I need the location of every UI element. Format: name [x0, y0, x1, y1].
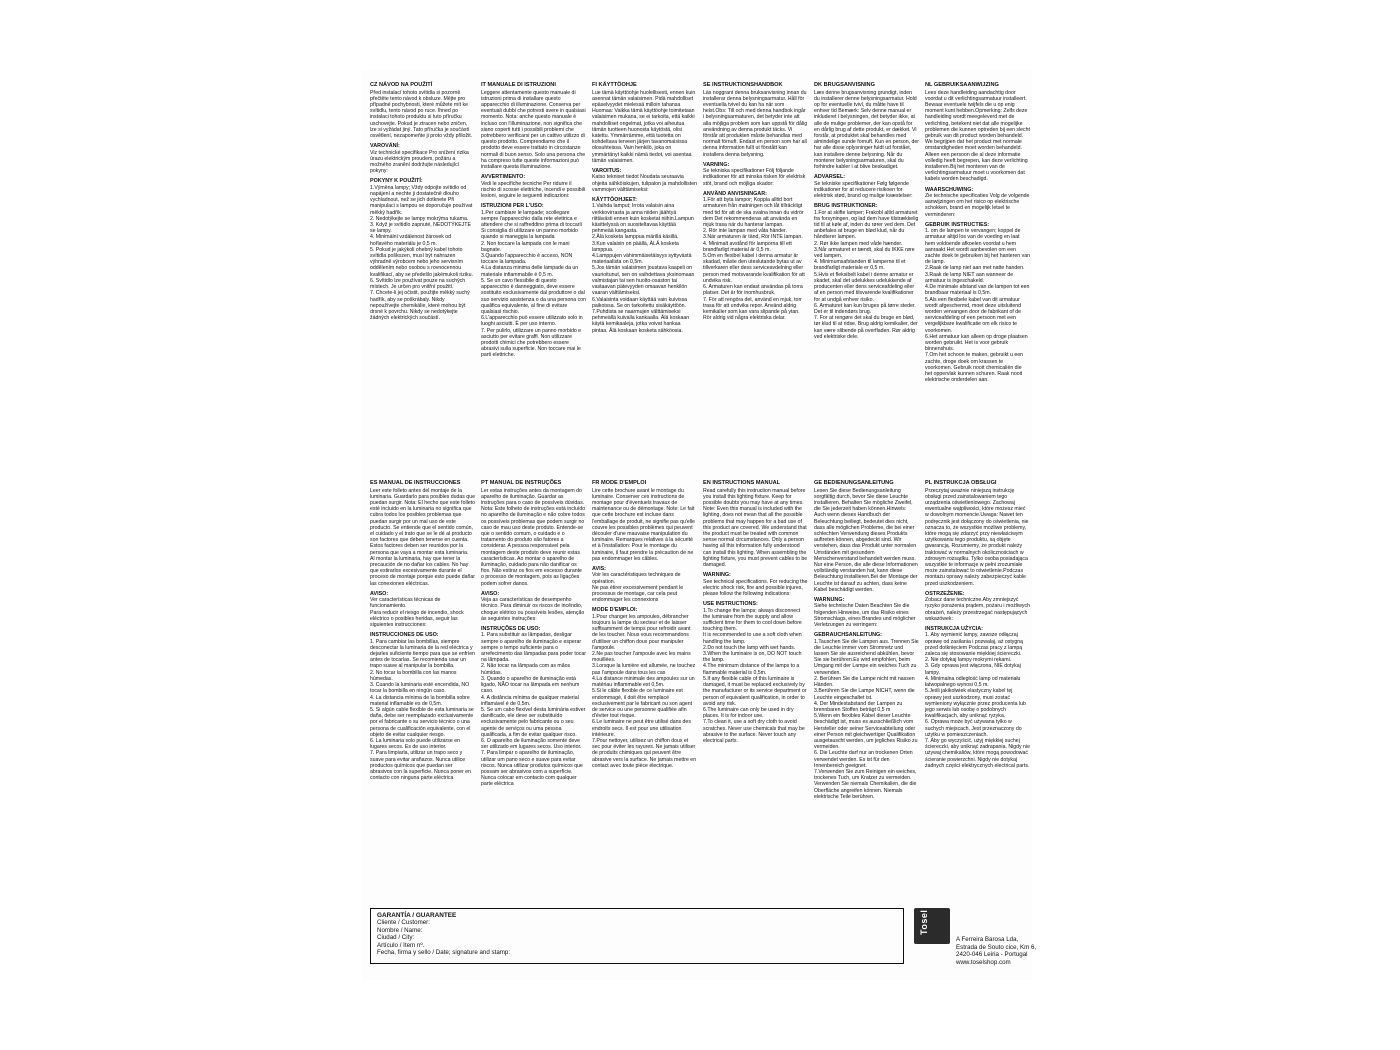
language-column	[481, 480, 586, 865]
bottom-columns	[370, 480, 1030, 865]
column-heading: EN INSTRUCTIONS MANUAL	[703, 480, 781, 486]
language-column	[370, 480, 475, 865]
section-heading: VAROVÁNÍ:	[370, 143, 400, 150]
section-text: 1.Tauschen Sie die Lampen aus. Trennen Sie die Leuchte immer vom Stromnetz und lassen Sie sie ausreichend abkühlen, bevor Sie sie berühren.Es wird empfohlen, beim Umgang mit der Lampe ein weiches Tuch zu verwenden. 2. Berühren Sie die Lampe nicht mit nassen Händen. 3.Berühren Sie die Lampe NICHT, wenn die Leuchte eingeschaltet ist. 4. Der Mindestabstand der Lampen zu brennbaren Stoffen beträgt 0,5 m 5.Wenn ein flexibles Kabel dieser Leuchte beschädigt ist, muss es ausschließlich vom Hersteller oder seiner Serviceabteilung oder einer Person mit gleichwertiger Qualifikation ausgetauscht werden, um jegliches Risiko zu vermeiden. 6. Die Leuchte darf nur an trockenen Orten verwendet werden. Es ist für den Innenbereich geeignet. 7.Verwenden Sie zum Reinigen ein weiches, trockenes Tuch, um Kratzer zu vermeiden. Verwenden Sie niemals Chemikalien, die die Oberfläche angreifen können. Niemals elektrische Teile berühren.	[814, 638, 919, 800]
column-heading: DK BRUGSANVISNING	[814, 82, 875, 88]
section-heading: AVISO:	[370, 590, 389, 597]
column-heading: FR MODE D'EMPLOI	[592, 480, 647, 486]
language-column	[592, 480, 697, 865]
section-text: Lue tämä käyttöohje huolellisesti, ennen kuin asennat tämän valaisimen. Pidä mahdolliset epäselvyydet mielessä milloin tahansa Huomaa: Vaikka tämä käyttöohje toimitetaan valaisimen mukana, se ei tarkoita, että kaikki mahdolliset ongelmat, jotka voi aiheutua tämän tuotteen huonosta käytöstä, olisi katettu. Ymmärrämme, että tuotetta on kohdeltava terveen järjen tavanomaisissa olosuhteissa. Vain henkilö, joka on ymmärtänyt kaikki nämä tiedot, voi asentaa tämän valaisimen.	[592, 89, 697, 164]
section-heading: INSTRUÇÕES DE USO:	[481, 626, 541, 633]
section-text: Vedi le specifiche tecniche Per ridurre il rischio di scosse elettriche, incendi e possibili lesioni, seguire le seguenti indicazioni:	[481, 180, 587, 200]
section-text: Ler estas instruções antes da montagem do aparelho de iluminação. Guardar as instruções para o caso de possíveis dúvidas. Nota: Este folheto de instruções está incluído no aparelho de iluminação e não cobre todos os possíveis problemas que podem surgir no caso de mau uso deste produto. Entende-se que o sentido comum, o cuidado e o tratamento do produto são fatores a considerar. A pessoa responsável pela montagem deste produto deve reunir estas características. Ao montar o aparelho de iluminação, cuidado para não danificar os fios. Não estirar os fios em excesso durante o processo de montagem, pois as ligações podem sofrer danos.	[481, 487, 586, 587]
section-text: 1. Para substituir as lâmpadas, desligar sempre o aparelho de iluminação e esperar sempre o tempo suficiente para o arrefecimento das lâmpadas para poder tocar na lâmpada. 2. Não tocar na lâmpada com as mãos húmidas. 3. Quando o aparelho de iluminação está ligado, NÃO tocar na lâmpada em nenhum caso. 4. A distância mínima de qualquer material inflamável é de 0,5m. 5. Se um cabo flexível desta luminária estiver danificado, ele deve ser substituído exclusivamente pelo fabricante ou o seu agente de serviços ou uma pessoa qualificada, a fim de evitar qualquer risco. 6. O aparelho de iluminação somente deve ser utilizado em lugares secos. Uso interior. 7. Para limpar o aparelho de iluminação, utilizar um pano seco e suave para evitar riscos. Nunca utilizar produtos químicos que possam ser abrasivos com a superfície. Nunca colocar em contacto com qualquer parte eléctrica	[481, 632, 586, 788]
language-column	[370, 82, 475, 467]
section-heading: USE INSTRUCTIONS:	[703, 601, 758, 608]
address-line-website[interactable]: www.toselshop.com	[956, 958, 1011, 966]
warranty-box	[370, 908, 904, 964]
section-heading: GEBRUIK INSTRUCTIES:	[925, 221, 990, 228]
column-heading: IT MANUALE DI ISTRUZIONI	[481, 82, 556, 88]
top-columns	[370, 82, 1030, 467]
language-column	[703, 480, 808, 865]
section-text: 1.Vaihda lamput; Irrota valaisin aina verkkovirrasta ja anna niiden jäähtyä riittävästi ennen kuin kosketat niihin.Lampun käsittelyssä on suositeltavaa käyttää pehmeää kangasta. 2.Älä kosketa lamppua märillä käsillä. 3.Kun valaisin on päällä, ÄLÄ kosketa lamppua. 4.Lamppujen vähimmäisetäisyys syttyvästä materiaalista on 0,5m. 5.Jos tämän valaisimen joustava kaapeli on vaurioitunut, sen on vaihdettava yksinomaan valmistajan tai sen huolto-osaston tai vastaavan pätevyyden omaavan henkilön vaaran välttämiseksi. 6.Valaisinta voidaan käyttää vain kuivissa paikoissa. Se on tarkoitettu sisäkäyttöön. 7.Puhdista se naarmujen välttämiseksi pehmeällä kuivalla kankaalla. Älä koskaan käytä kemikaaleja, jotka voivat hankaa pintaa. Älä koskaan kosketa sähköosia.	[592, 203, 695, 334]
column-heading: PL INSTRUKCJA OBSŁUGI	[925, 480, 997, 486]
section-text: Zobacz dane techniczne.Aby zmniejszyć ryzyko porażenia prądem, pożaru i możliwych obrażeń, należy przestrzegać następujących wskazówek:	[925, 597, 1032, 622]
section-text: 1. Aby wymienić lampy, zawsze odłączaj oprawę od zasilania i pozwalaj, aż ostygną przed dotknięciem Podczas pracy z lampą zaleca się stosowanie miękkiej ściereczki. 2. Nie dotykaj lampy mokrymi rękami. 3. Gdy oprawa jest włączona, NIE dotykaj lampy. 4. Minimalna odległość lamp od materiału łatwopalnego wynosi 0,5 m. 5.Jeśli jakikolwiek elastyczny kabel tej oprawy jest uszkodzony, musi zostać wymieniony wyłącznie przez producenta lub jego serwis lub osobę o podobnych kwalifikacjach, aby uniknąć ryzyka. 6. Oprawa może być używana tylko w suchych miejscach. Jest przeznaczony do użytku w pomieszczeniach. 7. Aby go wyczyścić, użyj miękkiej suchej ściereczki, aby uniknąć zadrapania. Nigdy nie używaj chemikaliów, które mogą powodować ścieranie powierzchni. Nigdy nie dotykaj żadnych części elektrycznych electrical parts.	[925, 632, 1030, 769]
address-line-city: 2420-046 Leiria - Portugal	[956, 951, 1028, 959]
language-column	[481, 82, 586, 467]
section-heading: MODE D'EMPLOI:	[592, 607, 638, 614]
language-column	[703, 82, 808, 467]
section-text: Læs denne brugsanvisning grundigt, inden du installerer denne belysningsarmatur. Hold op for eventuelle tvivl, du måtte have til enhver tid Bemærk: Selv denne manual er inkluderet i belysningen, det betyder ikke, at alle de mulige problemer, der kan opstå for en dårlig brug af dette produkt, er dækket. Vi forstår, at produktet skal behandles med almindelige sunde fornuft. Kun en person, der har alle disse oplysninger fuldt ud forstået, kan installere denne belysning. Når du monterer belysningsarmaturen, skal du forhindre kabler i at blive beskadiget.	[814, 89, 921, 171]
section-text: Lees deze handleiding aandachtig door voordat u dit verlichtingsarmatuur installeert. Bewaar eventuele twijfels die u op enig moment kunt hebben.Opmerking: Zelfs deze handleiding wordt meegeleverd met de verlichting, betekent niet dat alle mogelijke problemen die kunnen optreden bij een slecht gebruik van dit product worden behandeld. We begrijpen dat het product met normale omstandigheden moet worden behandeld. Alleen een persoon die al deze informatie volledig heeft begrepen, kan deze verlichting installeren.Bij het monteren van de verlichtingsarmatuur moet u voorkomen dat kabels worden beschadigd.	[925, 89, 1032, 183]
warranty-title: GARANTÍA / GUARANTEE	[377, 912, 457, 919]
section-text: 1. Para cambiar las bombillas, siempre desconectar la luminaria de la red eléctrica y dejarles suficiente tiempo para que se enfríen antes de tocarlas. Se recomienda usar un trapo suave al manipular la bombilla. 2. No tocar la bombilla con las manos húmedas. 3. Cuando la luminaria esté encendida, NO tocar la bombilla en ningún caso. 4. La distancia mínima de la bombilla sobre material inflamable es de 0,5m. 5. Si algún cable flexible de esta luminaria se daña, debe ser reemplazado exclusivamente por el fabricante o su servicio técnico o una persona de cualificación equivalente, con el objeto de evitar cualquier riesgo. 6. La luminaria solo puede utilizarse en lugares secos. Es de uso interior. 7. Para limpiarla, utilizar un trapo seco y suave para evitar arañazos. Nunca utilice productos químicos que puedan ser abrasivos con la superficie. Nunca poner en contacto con ninguna parte eléctrica	[370, 638, 475, 782]
warranty-line-city: Ciudad / City:	[377, 934, 415, 942]
section-text: Katso tekniset tiedot Noudata seuraavia ohjeita sähköiskujen, tulipalon ja mahdollisten vammojen välttämiseksi:	[592, 174, 699, 193]
section-text: Siehe technische Daten Beachten Sie die folgenden Hinweise, um das Risiko eines Stromschlags, eines Brandes und möglicher Verletzungen zu verringern:	[814, 603, 917, 629]
section-heading: VAROITUS:	[592, 168, 622, 175]
section-text: 1.For at skifte lamper; Frakobl altid armaturet fra forsyningen, og lad dem have tilstrækkelig tid til at køle af, inden du rører ved dem. Det anbefales at bruge en blød klud, når du håndterer lampen. 2. Rør ikke lampen med våde hænder. 3.Når armaturet er tændt, skal du IKKE røre ved lampen. 4. Minimumsafstanden til lamperne til et brandfarligt materiale er 0,5 m. 5.Hvis et fleksibelt kabel i denne armatur er skadet, skal det udelukkes udelukkende af producenten eller dens serviceafdeling eller af en person med tilsvarende kvalifikationer for at undgå enhver risiko. 6. Armaturet kan kun bruges på tørre steder. Det er til indendørs brug. 7. For at rengøre det skal du bruge en blød, tør klud til at ridse. Brug aldrig kemikalier, der kan være slibende på overfladen. Rør aldrig ved elektriske dele.	[814, 209, 919, 340]
section-text: Leer este folleto antes del montaje de la luminaria. Guardarlo para posibles dudas que puedan surgir. Nota: El hecho que este folleto esté incluido en la luminaria no significa que cubra todos los posibles problemas que puedan surgir por un mal uso de este producto. Se entiende que el sentido común, el cuidado y el trato que se le dé al producto son factores que deben tenerse en cuenta. Estos factores deben ser reunidos por la persona que vaya a montar esta luminaria. Al montar la luminaria, hay que tener la precaución de no dañar los cables. No hay que estirarlos excesivamente durante el proceso de montaje porque esto puede dañar las conexiones eléctricas.	[370, 487, 475, 587]
section-heading: WAARSCHUWING:	[925, 186, 974, 193]
section-heading: AVIS:	[592, 566, 606, 573]
section-heading: GEBRAUCHSANLEITUNG:	[814, 632, 882, 639]
section-text: See technical specifications. For reducing the electric shock risk, fire and possible injures, please follow the following indications:	[703, 578, 809, 598]
section-heading: POKYNY K POUŽITÍ:	[370, 178, 423, 185]
brand-logo-text: Tosel	[919, 909, 929, 935]
section-text: Leggere attentamente questo manuale di istruzioni prima di installare questo apparecchio di illuminazione. Conserva per eventuali dubbi che potresti avere in qualsiasi momento. Nota: anche questo manuale è incluso con l'illuminazione, non significa che siano coperti tutti i possibili problemi che potrebbero verificarsi per un cattivo utilizzo di questo prodotto. Comprendiamo che il prodotto deve essere trattato in circostanze normali di buon senso. Solo una persona che ha compreso tutte queste informazioni può installare questa illuminazione.	[481, 89, 588, 171]
section-heading: KÄYTTÖOHJEET:	[592, 197, 637, 204]
column-heading: FI KÄYTTÖOHJE	[592, 82, 637, 88]
section-text: Läs noggrant denna bruksanvisning innan du installerar denna belysningsarmatur. Håll för eventuella tvivel du kan ha när som helst.Obs: Till och med denna handbok ingår i belysningsarmaturen, det betyder inte att alla möjliga problem som kan uppstå för dålig användning av denna produkt täcks. Vi förstår att produkten måste behandlas med normalt förnuft. Endast en person som har all denna information fullt ut förstått kan installera denna belysning.	[703, 89, 809, 158]
section-heading: VARNING:	[703, 161, 730, 168]
section-text: Lire cette brochure avant le montage du luminaire. Conserver ces instructions de montage pour d'éventuels travaux de maintenance ou de démontage. Note: Le fait que cette brochure est incluse dans l'emballage de produit, ne signifie pas qu'elle couvre les possibles problèmes qui peuvent découler d'une mauvaise manipulation du luminaire. Remarques relatives à la sécurité et à l'installation: Pour le montage du luminaire, il faut prendre la précaution de ne pas endommager les câbles.	[592, 487, 697, 562]
company-address	[956, 936, 1037, 966]
address-line-street: Estrada de Souto cice, Km 6,	[956, 943, 1037, 951]
section-heading: OSTRZEŻENIE:	[925, 590, 965, 597]
section-text: 1.Pour changer les ampoules, débrancher toujours la lampe du secteur et de laisser suffisamment de temps pour refroidir avant de les toucher. Nous vous recommandons d'utiliser un chiffon doux pour manipuler l'ampoule. 2.Ne pas toucher l'ampoule avec les mains mouillées. 3.Lorsque la lumière est allumée, ne touchez pas l'ampoule dans tous les cas 4.La distance minimale des ampoules sur un matériau inflammable est 0,5m. 5.Si le câble flexible de ce luminaire est endommagé, il doit être remplacé exclusivement par le fabricant ou son agent de service ou une personne qualifiée afin d'éviter tout risque. 6.Le luminaire ne peut être utilisé dans des endroits secs. Il est pour une utilisation intérieure. 7.Pour nettoyer, utilisez un chiffon doux et sec pour éviter les rayures. Ne jamais utiliser de produits chimiques qui peuvent être abrasive vers la surface. Ne jamais mettre en contact avec toute pièce électrique.	[592, 613, 697, 769]
section-heading: BRUG INSTRUKTIONER:	[814, 203, 878, 210]
column-heading: CZ NÁVOD NA POUŽITÍ	[370, 82, 433, 88]
section-text: Lesen Sie diese Bedienungsanleitung sorgfältig durch, bevor Sie diese Leuchte installieren. Behalten Sie mögliche Zweifel, die Sie jederzeit haben können.Hinweis: Auch wenn dieses Handbuch der Beleuchtung beiliegt, bedeutet dies nicht, dass alle möglichen Probleme, die bei einer schlechten Verwendung dieses Produkts auftreten können, abgedeckt sind. Wir verstehen, dass das Produkt unter normalen Umständen mit gesundem Menschenverstand behandelt werden muss. Nur eine Person, die alle diese Informationen vollständig verstanden hat, kann diese Beleuchtung installieren.Bei der Montage der Leuchte ist darauf zu achten, dass keine Kabel beschädigt werden.	[814, 487, 920, 593]
language-column	[925, 82, 1030, 467]
section-text: Se tekniske specifikationer Følg følgende indikationer for at reducere risikoen for elektrisk stød, brand og mulige kvæstelser:	[814, 180, 913, 200]
section-text: Před instalací tohoto svítidla si pozorně přečtěte tento návod k obsluze. Mějte pro případné pochybnosti, které můžete mít ke svítidlu, tento návod po ruce. Ihned po instalaci tohoto produktu si tuto příručku uschovejte. Pokud je ztracen nebo zničen, lze si vyžádat jiný. Tato příručka je součástí osvětlení, nezapomeňte ji proto vždy přiložit.	[370, 89, 473, 140]
warranty-line-signature: Fecha, firma y sello / Date; signature and stamp:	[377, 949, 511, 957]
section-text: Przeczytaj uważnie niniejszą instrukcję obsługi przed zainstalowaniem tego urządzenia oświetleniowego. Zachowaj ewentualne wątpliwości, które możesz mieć w dowolnym momencie.Uwaga: Nawet ten podręcznik jest dołączony do oświetlenia, nie oznacza to, że wszystkie możliwe problemy, które mogą się zdarzyć przy niewłaściwym użytkowaniu tego produktu, są objęte gwarancją. Rozumiemy, że produkt należy traktować w normalnych okolicznościach w zdrowym rozsądku. Tylko osoba posiadająca wszystkie te informacje w pełni zrozumiałe może zainstalować to oświetlenie.Podczas montażu oprawy należy zabezpieczyć kable przed uszkodzeniem.	[925, 487, 1030, 587]
brand-logo	[914, 908, 950, 944]
section-heading: ISTRUZIONI PER L'USO:	[481, 203, 544, 210]
section-text: 1. om de lampen te vervangen; koppel de armatuur altijd los van de voeding en laat hem voldoende afkoelen voordat u hem aanraakt Het wordt aanbevolen om een zachte doek te gebruiken bij het hanteren van de lamp. 2.Raak de lamp niet aan met natte handen. 3.Raak de lamp NIET aan wanneer de armatuur is ingeschakeld. 4.De minimale afstand van de lampen tot een brandbaar materiaal is 0,5m. 5.Als een flexibele kabel van dit armatuur wordt afgeschermd, moet deze uitsluitend worden vervangen door de fabrikant of de serviceafdeling of een persoon met een vergelijkbare kwalificatie om elk risico te voorkomen. 6.Het armatuur kan alleen op droge plaatsen worden gebruikt. Het is voor gebruik binnenshuis. 7.Om het schoon te maken, gebruikt u een zachte, droge doek om krassen te voorkomen. Gebruik nooit chemicaliën die het oppervlak kunnen schuren. Raak nooit elektrische onderdelen aan.	[925, 228, 1030, 384]
section-text: Voir les caractéristiques techniques de opération. Ne pas étirer excessivement pendant le processus de montage, car cela peut endommager les connexions	[592, 572, 684, 604]
language-column	[814, 82, 919, 467]
warranty-line-name: Nombre / Name:	[377, 926, 423, 934]
section-text: 1.För att byta lampor; Koppla alltid bort armaturen från matningen och låt tillräckligt med tid för att de ska svalna innan du vidrör dem Det rekommenderas att använda en mjuk trasa när du hanterar lampan. 2. Rör inte lampan med våta händer. 3.När armaturen är tänd, Rör INTE lampan. 4. Minimalt avstånd för lamporna till ett brandfarligt material är 0,5 m. 5.Om en flexibel kabel i denna armatur är skadad, måste den uteslutande bytas ut av tillverkaren eller dess serviceavdelning eller person med motsvarande kvalifikation för att undvika risk. 6. Armaturen kan endast användas på torra platser. Det är för inomhusbruk. 7. För att rengöra det, använd en mjuk, torr trasa för att undvika repor. Använd aldrig kemikalier som kan vara slipande på ytan. Rör aldrig vid några elektriska delar.	[703, 197, 805, 322]
column-heading: PT MANUAL DE INSTRUÇÕES	[481, 480, 562, 486]
language-column	[592, 82, 697, 467]
section-heading: WARNING:	[703, 572, 731, 579]
section-text: Veja as características de desempenho técnico. Para diminuir os riscos de incêndio, choque elétrico ou possíveis lesões, atenção às seguintes instruções:	[481, 597, 586, 622]
section-text: Viz technické specifikace Pro snížení rizika úrazu elektrickým proudem, požáru a možného zranění dodržujte následující pokyny:	[370, 149, 471, 175]
section-heading: INSTRUCCIONES DE USO:	[370, 632, 439, 639]
column-heading: GE BEDIENUNGSANLEITUNG	[814, 480, 894, 486]
section-text: 1.Per cambiare le lampade; scollegare sempre l'apparecchio dalla rete elettrica e attendere che si raffreddino prima di toccarli Si consiglia di utilizzare un panno morbido quando si maneggia la lampada 2. Non toccare la lampada con le mani bagnate. 3.Quando l'apparecchio è acceso, NON toccare la lampada. 4.La distanza minima delle lampade da un materiale infiammabile è 0,5 m. 5. Se un cavo flessibile di questo apparecchio è danneggiato, deve essere sostituito esclusivamente dal produttore o dal suo servizio assistenza o da una persona con qualifica equivalente, al fine di evitare qualsiasi rischio. 6.L'apparecchio può essere utilizzato solo in luoghi asciutti. È per uso interno. 7. Per pulirlo, utilizzare un panno morbido e asciutto per evitare graffi. Non utilizzare prodotti chimici che potrebbero essere abrasivi sulla superficie. Non toccare mai le parti elettriche.	[481, 209, 586, 359]
language-column	[925, 480, 1030, 865]
section-heading: ANVÄND ANVISNINGAR:	[703, 190, 767, 197]
section-heading: INSTRUKCJA UŻYCIA:	[925, 626, 983, 633]
address-line-company: A Ferreira Barosa Lda,	[956, 936, 1019, 943]
section-text: Se tekniska specifikationer Följ följande indikationer för att minska risken för elektrisk stöt, brand och möjliga skador:	[703, 168, 807, 187]
warranty-line-customer: Cliente / Customer:	[377, 919, 430, 927]
section-text: 1.Výměna lampy; Vždy odpojte svítidlo od napájení a nechte ji dostatečně dlouho vychladnout, než se jich dotknete Při manipulaci s lampou se doporučuje používat měkký hadřík. 2. Nedotýkejte se lampy mokrýma rukama. 3. Když je svítidlo zapnuté, NEDOTÝKEJTE se lampy. 4. Minimální vzdálenost žárovek od hořlavého materiálu je 0,5 m. 5. Pokud je jakýkoli ohebný kabel tohoto svítidla poškozen, musí být nahrazen výhradně výrobcem nebo jeho servisním oddělením nebo osobou s rovnocennou kvalifikací, aby se předešlo jakémukoli riziku. 6. Svítidlo lze používat pouze na suchých místech. Je určen pro vnitřní použití. 7. Chcete-li jej očistit, použijte měkký suchý hadřík, aby se poškrábaly. Nikdy nepoužívejte chemikálie, které mohou být drsné k povrchu. Nikdy se nedotýkejte žádných elektrických součástí.	[370, 184, 473, 322]
column-heading: ES MANUAL DE INSTRUCCIONES	[370, 480, 461, 486]
section-heading: ADVARSEL:	[814, 174, 846, 181]
section-text: Ver características técnicas de funcionamiento. Para reducir el riesgo de incendio, shock eléctrico o posibles heridas, seguir las siguientes instrucciones:	[370, 597, 464, 629]
warranty-line-item: Artículo / Item nº.	[377, 941, 425, 949]
column-heading: SE INSTRUKTIONSHANDBOK	[703, 82, 783, 88]
section-heading: AVVERTIMENTO:	[481, 174, 526, 181]
section-heading: AVISO:	[481, 590, 500, 597]
section-text: Read carefully this instruction manual before you install this lighting fixture. Keep for possible doubts you may have at any times. Note: Even this manual is included with the lighting, does not mean that all the possible problems that may happen for a bad use of this product are covered. We understand that the product must be treated with common sense normal circumstances. Only a person having all this information fully understood can install this lighting. When assembling the lighting fixture, you must prevent cables to be damaged.	[703, 487, 808, 569]
column-heading: NL GEBRUIKSAANWIJZING	[925, 82, 999, 88]
section-text: 1.To change the lamps; always disconnect the luminaire from the supply and allow sufficient time for them to cool down before touching them. It is recommended to use a soft cloth when handling the lamp. 2.Do not touch the lamp with wet hands. 3.When the luminaire is on, DO NOT touch the lamp. 4.The minimum distance of the lamps to a flammable material is 0,5m. 5.If any flexible cable of this luminaire is damaged, it must be replaced exclusively by the manufacturer or its service department or person of equivalent qualification, in order to avoid any risk. 6.The luminaire can only be used in dry places. It is for indoor use. 7.To clean it, use a soft dry cloth to avoid scratches. Never use chemicals that may be abrasive to the surface. Never touch any electrical parts.	[703, 607, 807, 744]
section-text: Zie technische specificaties Volg de volgende aanwijzingen om het risico op elektrische schokken, brand en mogelijk letsel te verminderen:	[925, 193, 1031, 218]
section-heading: WARNUNG:	[814, 597, 845, 604]
language-column	[814, 480, 919, 865]
instruction-sheet	[362, 70, 1037, 980]
